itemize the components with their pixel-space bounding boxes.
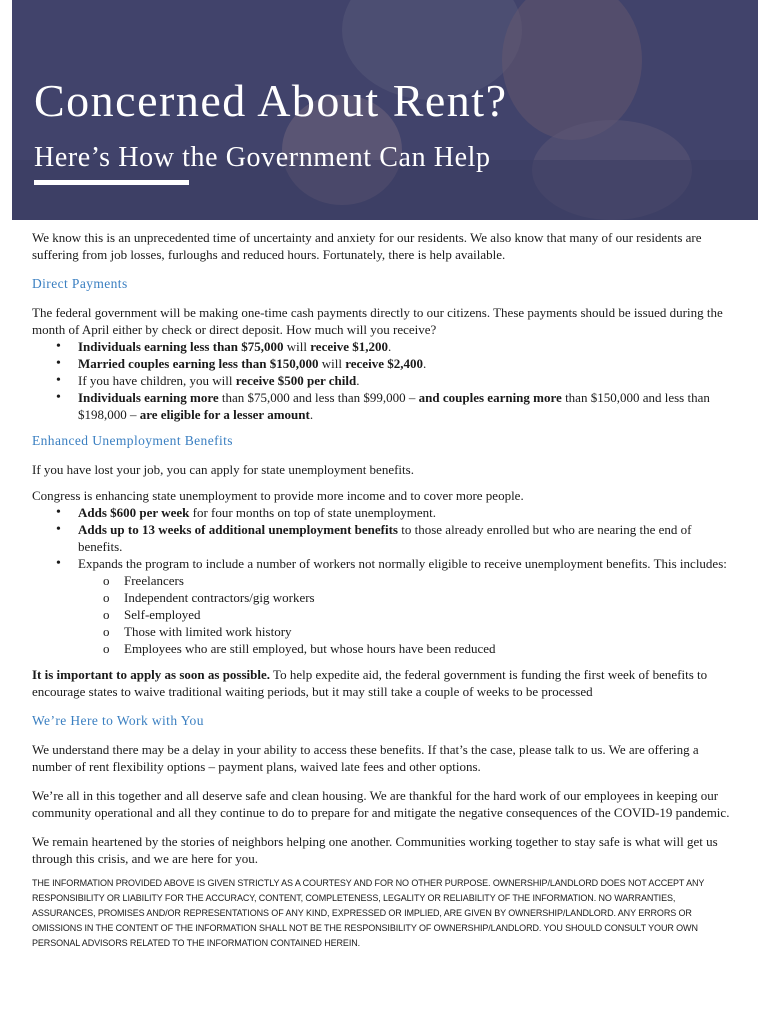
list-item: • Individuals earning more than $75,000 and less than $99,000 – and couples earning more than $150,000 and less than $198,000 – are eligible for a lesser amount. <box>32 389 732 423</box>
intro-paragraph: We know this is an unprecedented time of uncertainty and anxiety for our residents. We also know that many of our residents are suffering from job losses, furloughs and reduced hours. Fortunately, there is help available. <box>32 230 702 262</box>
eligible-workers-list <box>32 572 732 657</box>
direct-payments-list <box>32 338 732 423</box>
legal-disclaimer: THE INFORMATION PROVIDED ABOVE IS GIVEN STRICTLY AS A COURTESY AND FOR NO OTHER PURPOSE. OWNERSHIP/LANDLORD DOES NOT ACCEPT ANY RESPONSIBILITY OR LIABILITY FOR THE ACCURACY, CONTENT, COMPLETENESS, LEGALITY OR RELIABILITY OF THE INFORMATION. NO WARRANTIES, ASSURANCES, PROMISES AND/OR REPRESENTATIONS OF ANY KIND, EXPRESSED OR IMPLIED, ARE GIVEN BY OWNERSHIP/LANDLORD. ANY ERRORS OR OMISSIONS IN THE CONTENT OF THE INFORMATION SHALL NOT BE THE RESPONSIBILITY OF OWNERSHIP/LANDLORD. YOU SHOULD CONSULT YOUR OWN PERSONAL ADVISORS RELATED TO THE INFORMATION CONTAINED HEREIN. <box>32 878 705 948</box>
list-item: • Expands the program to include a number of workers not normally eligible to receive unemployment benefits. This includes: <box>32 555 732 572</box>
page-subtitle: Here’s How the Government Can Help <box>34 142 491 173</box>
section-heading-direct-payments: Direct Payments <box>32 276 128 291</box>
page-title: Concerned About Rent? <box>34 75 508 126</box>
unemployment-paragraph-1: If you have lost your job, you can apply for state unemployment benefits. <box>32 462 414 477</box>
list-item: • Individuals earning less than $75,000 will receive $1,200. <box>32 338 732 355</box>
hero-banner <box>12 0 758 220</box>
section-heading-work-with-you: We’re Here to Work with You <box>32 713 204 728</box>
apply-soon-paragraph: It is important to apply as soon as possible. To help expedite aid, the federal government is funding the first week of benefits to encourage states to waive traditional waiting periods, but it may still take a couple of weeks to be processed <box>32 667 708 699</box>
title-underline <box>34 180 189 185</box>
work-with-you-paragraph-2: We’re all in this together and all deserve safe and clean housing. We are thankful for the hard work of our employees in keeping our community operational and all they continue to do to prepare for and mitigate the negative consequences of the COVID-19 pandemic. <box>32 788 730 820</box>
list-item: o Those with limited work history <box>32 623 732 640</box>
work-with-you-paragraph-1: We understand there may be a delay in your ability to access these benefits. If that’s the case, please talk to us. We are offering a number of rent flexibility options – payment plans, waived late fees and other options. <box>32 742 699 774</box>
unemployment-paragraph-2: Congress is enhancing state unemployment to provide more income and to cover more people. <box>32 488 524 503</box>
list-item: • If you have children, you will receive $500 per child. <box>32 372 732 389</box>
list-item: o Independent contractors/gig workers <box>32 589 732 606</box>
unemployment-list <box>32 504 732 572</box>
work-with-you-paragraph-3: We remain heartened by the stories of neighbors helping one another. Communities working together to stay safe is what will get us through this crisis, and we are here for you. <box>32 834 718 866</box>
list-item: o Self-employed <box>32 606 732 623</box>
section-heading-unemployment: Enhanced Unemployment Benefits <box>32 433 233 448</box>
list-item: o Freelancers <box>32 572 732 589</box>
list-item: • Adds up to 13 weeks of additional unemployment benefits to those already enrolled but who are nearing the end of benefits. <box>32 521 732 555</box>
list-item: • Adds $600 per week for four months on top of state unemployment. <box>32 504 732 521</box>
list-item: o Employees who are still employed, but whose hours have been reduced <box>32 640 732 657</box>
list-item: • Married couples earning less than $150,000 will receive $2,400. <box>32 355 732 372</box>
direct-payments-paragraph: The federal government will be making one-time cash payments directly to our citizens. These payments should be issued during the month of April either by check or direct deposit. How much will you receive? <box>32 305 723 337</box>
document-body <box>32 229 732 951</box>
